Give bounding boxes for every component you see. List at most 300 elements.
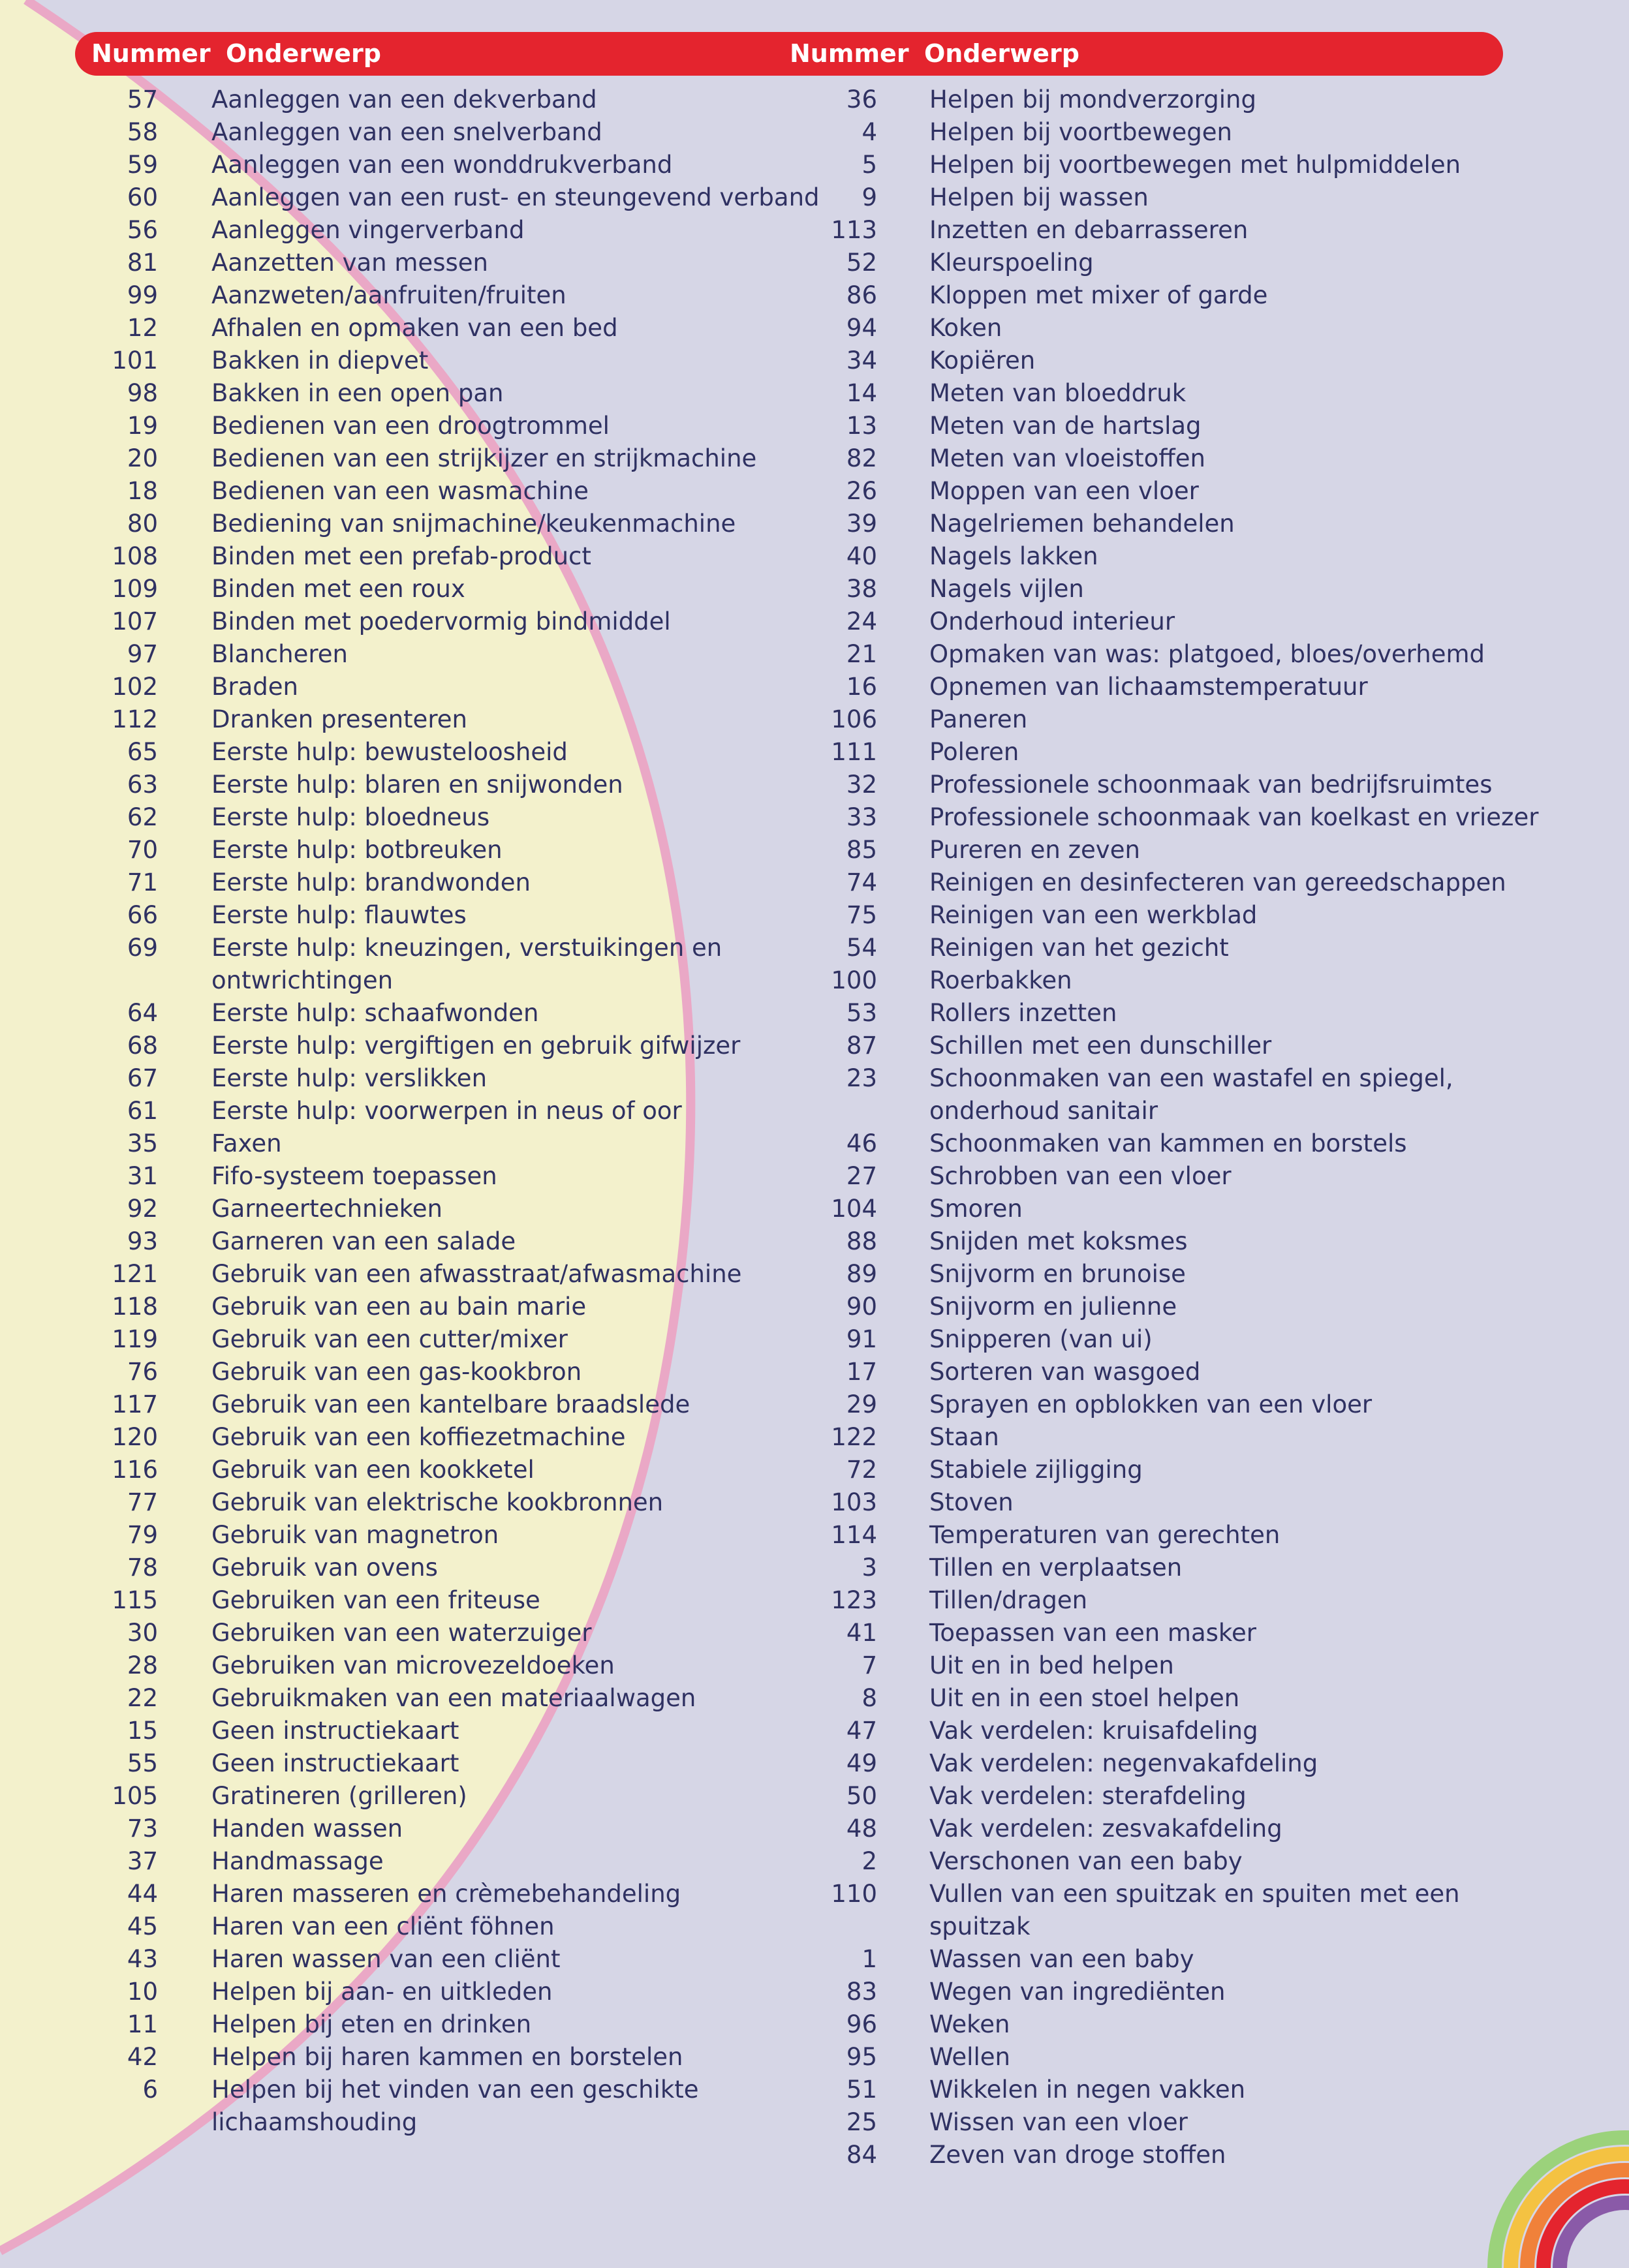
row-topic: Bediening van snijmachine/keukenmachine	[211, 510, 736, 538]
row-topic: Kleurspoeling	[929, 249, 1094, 277]
table-row	[85, 1910, 1582, 1943]
row-topic: Schoonmaken van een wastafel en spiegel,	[929, 1064, 1453, 1092]
table-row	[85, 1584, 1582, 1617]
row-number: 105	[112, 1782, 158, 1810]
row-number: 15	[127, 1717, 158, 1745]
row-topic: Helpen bij voortbewegen	[929, 118, 1232, 146]
row-topic: Gratineren (grilleren)	[211, 1782, 467, 1810]
row-topic: Wikkelen in negen vakken	[929, 2076, 1246, 2104]
table-row	[85, 1943, 1582, 1976]
row-number: 71	[127, 868, 158, 896]
row-topic: Gebruik van een au bain marie	[211, 1293, 587, 1321]
row-number: 49	[846, 1749, 877, 1777]
row-number: 112	[112, 705, 158, 733]
row-topic: Helpen bij het vinden van een geschikte	[211, 2076, 699, 2104]
row-number: 80	[127, 510, 158, 538]
row-number: 115	[112, 1586, 158, 1614]
row-topic: Professionele schoonmaak van bedrijfsruimtes	[929, 771, 1493, 799]
row-topic: Handen wassen	[211, 1815, 403, 1843]
row-number: 74	[846, 868, 877, 896]
table-row	[85, 1747, 1582, 1780]
table-row	[85, 671, 1582, 703]
row-topic: Eerste hulp: vergiftigen en gebruik gifwijzer	[211, 1032, 741, 1060]
row-number: 96	[846, 2010, 877, 2038]
table-row	[85, 703, 1582, 736]
row-topic: Nagelriemen behandelen	[929, 510, 1235, 538]
table-row	[85, 1323, 1582, 1356]
table-row	[85, 1486, 1582, 1519]
row-topic: Fifo-systeem toepassen	[211, 1162, 497, 1190]
row-number: 32	[846, 771, 877, 799]
table-row	[85, 1225, 1582, 1258]
row-number: 13	[846, 412, 877, 440]
table-row	[85, 214, 1582, 247]
table-row	[85, 1813, 1582, 1845]
table-row	[85, 1976, 1582, 2008]
row-topic: Gebruiken van microvezeldoeken	[211, 1651, 615, 1679]
table-row	[85, 377, 1582, 410]
row-number: 91	[846, 1325, 877, 1353]
row-topic: Eerste hulp: voorwerpen in neus of oor	[211, 1097, 682, 1125]
row-number: 8	[861, 1684, 877, 1712]
row-number: 53	[846, 999, 877, 1027]
row-number: 67	[127, 1064, 158, 1092]
row-topic: Gebruik van een kantelbare braadslede	[211, 1390, 690, 1418]
row-topic: Reinigen van een werkblad	[929, 901, 1258, 929]
table-row	[85, 181, 1582, 214]
table-row	[85, 1062, 1582, 1095]
row-number: 44	[127, 1880, 158, 1908]
table-row	[85, 736, 1582, 769]
table-row	[85, 2008, 1582, 2041]
row-topic: Staan	[929, 1423, 999, 1451]
row-number: 1	[861, 1945, 877, 1973]
row-number: 52	[846, 249, 877, 277]
row-number: 106	[831, 705, 877, 733]
row-topic: Eerste hulp: schaafwonden	[211, 999, 539, 1027]
table-row	[85, 573, 1582, 605]
row-number: 72	[846, 1456, 877, 1484]
row-number: 50	[846, 1782, 877, 1810]
row-topic: Meten van bloeddruk	[929, 379, 1187, 407]
row-topic: Meten van vloeistoffen	[929, 444, 1205, 472]
row-number: 38	[846, 575, 877, 603]
row-topic: Aanleggen vingerverband	[211, 216, 525, 244]
row-number: 22	[127, 1684, 158, 1712]
table-row	[85, 116, 1582, 149]
table-row	[85, 1715, 1582, 1747]
row-number: 81	[127, 249, 158, 277]
row-topic: Helpen bij eten en drinken	[211, 2010, 532, 2038]
row-number: 42	[127, 2043, 158, 2071]
row-topic: Bedienen van een strijkijzer en strijkmachine	[211, 444, 757, 472]
table-row	[85, 1454, 1582, 1486]
row-topic: Reinigen en desinfecteren van gereedschappen	[929, 868, 1506, 896]
row-number: 24	[846, 607, 877, 636]
row-number: 55	[127, 1749, 158, 1777]
row-topic: Helpen bij aan- en uitkleden	[211, 1978, 553, 2006]
row-topic: Vak verdelen: negenvakafdeling	[929, 1749, 1318, 1777]
table-row	[85, 801, 1582, 834]
row-number: 113	[831, 216, 877, 244]
table-row	[85, 1291, 1582, 1323]
row-topic: Aanleggen van een dekverband	[211, 85, 597, 114]
table-row	[85, 508, 1582, 540]
row-number: 88	[846, 1227, 877, 1255]
row-topic: Opmaken van was: platgoed, bloes/overhemd	[929, 640, 1485, 668]
row-topic: Haren wassen van een cliënt	[211, 1945, 561, 1973]
row-number: 4	[861, 118, 877, 146]
row-number: 85	[846, 836, 877, 864]
row-topic: Zeven van droge stoffen	[929, 2141, 1226, 2169]
row-topic: Opnemen van lichaamstemperatuur	[929, 673, 1368, 701]
table-row	[85, 1030, 1582, 1062]
row-topic: Geen instructiekaart	[211, 1717, 459, 1745]
row-number: 114	[831, 1521, 877, 1549]
row-topic: Aanleggen van een snelverband	[211, 118, 602, 146]
row-topic: Roerbakken	[929, 966, 1072, 994]
row-topic: Gebruiken van een friteuse	[211, 1586, 540, 1614]
row-number: 89	[846, 1260, 877, 1288]
row-number: 12	[127, 314, 158, 342]
table-row	[85, 1258, 1582, 1291]
row-topic: Smoren	[929, 1195, 1023, 1223]
row-topic: Tillen en verplaatsen	[929, 1554, 1183, 1582]
row-number: 58	[127, 118, 158, 146]
table-row	[85, 2139, 1582, 2171]
table-row	[85, 1421, 1582, 1454]
row-topic: Gebruik van ovens	[211, 1554, 438, 1582]
row-number: 101	[112, 346, 158, 375]
row-topic: Binden met een prefab-product	[211, 542, 591, 570]
row-topic: Eerste hulp: kneuzingen, verstuikingen en	[211, 934, 722, 962]
row-number: 26	[846, 477, 877, 505]
table-row	[85, 1649, 1582, 1682]
row-topic: Snijvorm en julienne	[929, 1293, 1177, 1321]
row-number: 41	[846, 1619, 877, 1647]
row-topic: Vullen van een spuitzak en spuiten met een	[929, 1880, 1460, 1908]
row-number: 94	[846, 314, 877, 342]
row-number: 62	[127, 803, 158, 831]
row-number: 19	[127, 412, 158, 440]
row-topic: Eerste hulp: bewusteloosheid	[211, 738, 568, 766]
row-topic: Wegen van ingrediënten	[929, 1978, 1226, 2006]
row-number: 54	[846, 934, 877, 962]
row-topic: Blancheren	[211, 640, 348, 668]
row-topic: Nagels vijlen	[929, 575, 1084, 603]
row-number: 90	[846, 1293, 877, 1321]
row-number: 18	[127, 477, 158, 505]
row-number: 97	[127, 640, 158, 668]
row-number: 77	[127, 1488, 158, 1516]
row-number: 92	[127, 1195, 158, 1223]
row-number	[85, 1095, 877, 1127]
table-row	[85, 475, 1582, 508]
table-row	[85, 1878, 1582, 1910]
row-number: 121	[112, 1260, 158, 1288]
row-topic: Sorteren van wasgoed	[929, 1358, 1201, 1386]
table-row	[85, 899, 1582, 932]
row-topic: Gebruik van een afwasstraat/afwasmachine	[211, 1260, 742, 1288]
table-row	[85, 866, 1582, 899]
table-row	[85, 1388, 1582, 1421]
row-topic: Kopiëren	[929, 346, 1036, 375]
row-topic: Inzetten en debarrasseren	[929, 216, 1249, 244]
table-row	[85, 410, 1582, 442]
row-topic: Gebruik van een gas-kookbron	[211, 1358, 582, 1386]
row-number: 119	[112, 1325, 158, 1353]
row-topic: Binden met poedervormig bindmiddel	[211, 607, 671, 636]
row-number: 37	[127, 1847, 158, 1875]
table-row	[85, 2074, 1582, 2106]
row-number: 9	[861, 183, 877, 211]
row-topic: Bedienen van een wasmachine	[211, 477, 589, 505]
row-topic: Bedienen van een droogtrommel	[211, 412, 610, 440]
table-row	[85, 1617, 1582, 1649]
row-topic: Toepassen van een masker	[929, 1619, 1256, 1647]
row-number: 93	[127, 1227, 158, 1255]
row-number: 117	[112, 1390, 158, 1418]
table-row	[85, 997, 1582, 1030]
row-number: 3	[861, 1554, 877, 1582]
table-row	[85, 1682, 1582, 1715]
row-topic: Eerste hulp: bloedneus	[211, 803, 490, 831]
row-topic: Nagels lakken	[929, 542, 1098, 570]
row-topic: ontwrichtingen	[211, 966, 394, 994]
table-row	[85, 540, 1582, 573]
row-topic: Garneertechnieken	[211, 1195, 442, 1223]
row-number: 11	[127, 2010, 158, 2038]
row-topic: Gebruik van een cutter/mixer	[211, 1325, 568, 1353]
table-row	[85, 1519, 1582, 1552]
row-topic: Bakken in diepvet	[211, 346, 429, 375]
row-number: 100	[831, 966, 877, 994]
row-topic: Wassen van een baby	[929, 1945, 1194, 1973]
header-onderwerp-left: Onderwerp	[226, 39, 381, 68]
row-number: 46	[846, 1129, 877, 1157]
row-number: 70	[127, 836, 158, 864]
row-topic: Dranken presenteren	[211, 705, 467, 733]
row-topic: Gebruiken van een waterzuiger	[211, 1619, 592, 1647]
table-row	[85, 1780, 1582, 1813]
row-number: 76	[127, 1358, 158, 1386]
table-row	[85, 2041, 1582, 2074]
row-number: 25	[846, 2108, 877, 2136]
row-topic: Aanleggen van een rust- en steungevend verband	[211, 183, 820, 211]
row-number: 56	[127, 216, 158, 244]
row-number: 111	[831, 738, 877, 766]
row-number: 43	[127, 1945, 158, 1973]
row-topic: Binden met een roux	[211, 575, 465, 603]
table-row	[85, 964, 1582, 997]
row-topic: Pureren en zeven	[929, 836, 1140, 864]
row-number: 109	[112, 575, 158, 603]
header-nummer-left: Nummer	[91, 39, 211, 68]
row-topic: Gebruik van magnetron	[211, 1521, 499, 1549]
row-topic: Haren van een cliënt föhnen	[211, 1912, 555, 1940]
row-number: 33	[846, 803, 877, 831]
row-number: 68	[127, 1032, 158, 1060]
table-row	[85, 1095, 1582, 1127]
row-number: 64	[127, 999, 158, 1027]
row-number: 86	[846, 281, 877, 309]
row-topic: Gebruik van een kookketel	[211, 1456, 535, 1484]
row-number: 69	[127, 934, 158, 962]
row-number: 45	[127, 1912, 158, 1940]
row-number: 59	[127, 151, 158, 179]
row-number: 48	[846, 1815, 877, 1843]
row-topic: Eerste hulp: brandwonden	[211, 868, 531, 896]
row-topic: Uit en in een stoel helpen	[929, 1684, 1240, 1712]
row-number: 17	[846, 1358, 877, 1386]
table-row	[85, 1552, 1582, 1584]
row-number: 87	[846, 1032, 877, 1060]
row-number: 84	[846, 2141, 877, 2169]
row-topic: Temperaturen van gerechten	[929, 1521, 1280, 1549]
row-topic: Aanleggen van een wonddrukverband	[211, 151, 673, 179]
row-number: 34	[846, 346, 877, 375]
row-topic: lichaamshouding	[211, 2108, 418, 2136]
table-row	[85, 1193, 1582, 1225]
row-number: 5	[861, 151, 877, 179]
row-number: 21	[846, 640, 877, 668]
row-topic: Garneren van een salade	[211, 1227, 516, 1255]
row-number: 73	[127, 1815, 158, 1843]
row-topic: Eerste hulp: blaren en snijwonden	[211, 771, 623, 799]
table-row	[85, 769, 1582, 801]
row-topic: Reinigen van het gezicht	[929, 934, 1229, 962]
row-topic: Aanzetten van messen	[211, 249, 488, 277]
row-number: 6	[142, 2076, 158, 2104]
row-number: 102	[112, 673, 158, 701]
header-onderwerp-right: Onderwerp	[924, 39, 1079, 68]
row-topic: Eerste hulp: botbreuken	[211, 836, 503, 864]
row-topic: Kloppen met mixer of garde	[929, 281, 1268, 309]
row-topic: Eerste hulp: verslikken	[211, 1064, 488, 1092]
row-number: 30	[127, 1619, 158, 1647]
table-row	[85, 312, 1582, 345]
row-topic: Schillen met een dunschiller	[929, 1032, 1272, 1060]
row-number: 99	[127, 281, 158, 309]
row-number: 78	[127, 1554, 158, 1582]
row-number: 27	[846, 1162, 877, 1190]
row-number: 40	[846, 542, 877, 570]
row-topic: Vak verdelen: sterafdeling	[929, 1782, 1247, 1810]
row-topic: Haren masseren en crèmebehandeling	[211, 1880, 681, 1908]
row-topic: Bakken in een open pan	[211, 379, 504, 407]
table-row	[85, 605, 1582, 638]
row-number: 108	[112, 542, 158, 570]
row-topic: Handmassage	[211, 1847, 384, 1875]
row-topic: Tillen/dragen	[929, 1586, 1088, 1614]
row-topic: Moppen van een vloer	[929, 477, 1199, 505]
row-topic: Vak verdelen: kruisafdeling	[929, 1717, 1258, 1745]
row-number: 16	[846, 673, 877, 701]
row-topic: Aanzweten/aanfruiten/fruiten	[211, 281, 566, 309]
table-row	[85, 1160, 1582, 1193]
row-number: 23	[846, 1064, 877, 1092]
row-number: 82	[846, 444, 877, 472]
row-number: 79	[127, 1521, 158, 1549]
row-number	[85, 1910, 877, 1943]
table-row	[85, 84, 1582, 116]
row-topic: Weken	[929, 2010, 1010, 2038]
row-topic: Afhalen en opmaken van een bed	[211, 314, 618, 342]
row-topic: Geen instructiekaart	[211, 1749, 459, 1777]
table-row	[85, 279, 1582, 312]
table-row	[85, 2106, 1582, 2139]
row-topic: Paneren	[929, 705, 1028, 733]
row-number: 14	[846, 379, 877, 407]
table-row	[85, 247, 1582, 279]
row-topic: spuitzak	[929, 1912, 1031, 1940]
row-topic: Faxen	[211, 1129, 282, 1157]
row-topic: Koken	[929, 314, 1002, 342]
row-number: 98	[127, 379, 158, 407]
row-number: 35	[127, 1129, 158, 1157]
row-number: 28	[127, 1651, 158, 1679]
row-number: 122	[831, 1423, 877, 1451]
table-row	[85, 1356, 1582, 1388]
row-number: 7	[861, 1651, 877, 1679]
table-row	[85, 345, 1582, 377]
row-topic: Stabiele zijligging	[929, 1456, 1143, 1484]
row-topic: Braden	[211, 673, 298, 701]
row-number: 61	[127, 1097, 158, 1125]
row-number: 65	[127, 738, 158, 766]
row-topic: Snijden met koksmes	[929, 1227, 1188, 1255]
row-number: 39	[846, 510, 877, 538]
row-topic: Snijvorm en brunoise	[929, 1260, 1186, 1288]
row-topic: Helpen bij wassen	[929, 183, 1149, 211]
row-number: 29	[846, 1390, 877, 1418]
row-topic: Gebruik van elektrische kookbronnen	[211, 1488, 664, 1516]
table-row	[85, 834, 1582, 866]
row-topic: Schoonmaken van kammen en borstels	[929, 1129, 1407, 1157]
row-number: 110	[831, 1880, 877, 1908]
row-topic: Vak verdelen: zesvakafdeling	[929, 1815, 1282, 1843]
row-number: 47	[846, 1717, 877, 1745]
row-number: 75	[846, 901, 877, 929]
row-topic: Helpen bij haren kammen en borstelen	[211, 2043, 683, 2071]
row-number: 57	[127, 85, 158, 114]
row-topic: Rollers inzetten	[929, 999, 1117, 1027]
row-topic: Sprayen en opblokken van een vloer	[929, 1390, 1373, 1418]
row-number: 2	[861, 1847, 877, 1875]
row-number: 118	[112, 1293, 158, 1321]
row-topic: Stoven	[929, 1488, 1014, 1516]
table-row	[85, 442, 1582, 475]
row-number: 10	[127, 1978, 158, 2006]
row-number: 20	[127, 444, 158, 472]
row-topic: Helpen bij voortbewegen met hulpmiddelen	[929, 151, 1461, 179]
row-number: 63	[127, 771, 158, 799]
row-number: 66	[127, 901, 158, 929]
row-topic: Onderhoud interieur	[929, 607, 1175, 636]
row-topic: Professionele schoonmaak van koelkast en vriezer	[929, 803, 1539, 831]
row-topic: Uit en in bed helpen	[929, 1651, 1174, 1679]
row-number: 36	[846, 85, 877, 114]
row-number: 116	[112, 1456, 158, 1484]
table-row	[85, 638, 1582, 671]
right-column-list	[85, 84, 1582, 2171]
row-number: 104	[831, 1195, 877, 1223]
table-row	[85, 932, 1582, 964]
row-number: 123	[831, 1586, 877, 1614]
row-topic: Gebruikmaken van een materiaalwagen	[211, 1684, 696, 1712]
row-number: 107	[112, 607, 158, 636]
row-number: 60	[127, 183, 158, 211]
